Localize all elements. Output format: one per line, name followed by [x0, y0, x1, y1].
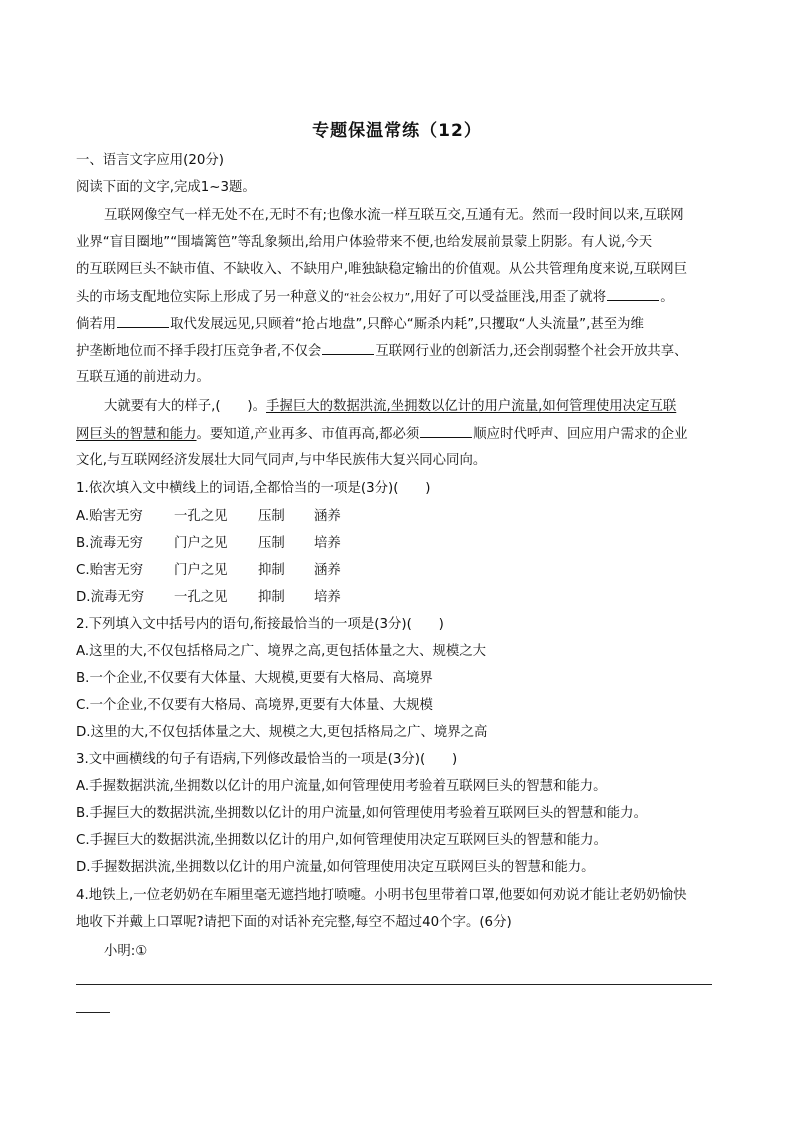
passage-line: 业界“盲目圈地”“围墙篱笆”等乱象频出,给用户体验带来不便,也给发展前景蒙上阴影。有人说,今天 — [76, 235, 653, 250]
option-label: D.流毒无穷 — [76, 590, 145, 605]
underlined-sentence: 网巨头的智慧和能力 — [76, 427, 197, 442]
passage-line — [76, 342, 688, 361]
question-2-option[interactable]: A.这里的大,不仅包括格局之广、境界之高,更包括体量之大、规模之大 — [76, 644, 487, 659]
question-4-stem: 4.地铁上,一位老奶奶在车厢里毫无遮挡地打喷嚏。小明书包里带着口罩,他要如何劝说才能让老奶奶愉快 — [76, 888, 687, 903]
option-word: 门户之见 — [174, 536, 228, 551]
question-3-option[interactable]: C.手握巨大的数据洪流,坐拥数以亿计的用户,如何管理使用决定互联网巨头的智慧和能力。 — [76, 833, 607, 848]
question-2-option[interactable]: C.一个企业,不仅要有大格局、高境界,更要有大体量、大规模 — [76, 698, 433, 713]
option-word: 涵养 — [314, 509, 341, 524]
answer-prompt: 小明:① — [104, 944, 148, 959]
option-word: 涵养 — [314, 563, 341, 578]
question-3-option[interactable]: A.手握数据洪流,坐拥数以亿计的用户流量,如何管理使用考验着互联网巨头的智慧和能力。 — [76, 779, 607, 794]
question-1-option[interactable] — [76, 562, 341, 580]
option-word: 培养 — [314, 590, 341, 605]
question-3-stem: 3.文中画横线的句子有语病,下列修改最恰当的一项是(3分)( ) — [76, 752, 458, 767]
fill-blank-4[interactable] — [420, 425, 472, 438]
passage-line — [76, 425, 688, 444]
option-label: A.贻害无穷 — [76, 509, 143, 524]
question-1-option[interactable] — [76, 589, 341, 607]
option-word: 门户之见 — [174, 563, 228, 578]
fill-blank-3[interactable] — [322, 342, 374, 355]
passage-text: 。要知道,产业再多、市值再高,都必须 — [196, 427, 420, 442]
reading-instruction: 阅读下面的文字,完成1~3题。 — [76, 180, 256, 195]
question-2-option[interactable]: D.这里的大,不仅包括体量之大、规模之大,更包括格局之广、境界之高 — [76, 725, 488, 740]
option-word: 培养 — [314, 536, 341, 551]
passage-line: 互联互通的前进动力。 — [76, 370, 210, 385]
passage-text: 取代发展远见,只顾着“抢占地盘”,只醉心“厮杀内耗”,只攫取“人头流量”,甚至为维 — [170, 317, 644, 332]
question-1-option[interactable] — [76, 508, 341, 526]
section-heading: 一、语言文字应用(20分) — [76, 153, 225, 168]
fill-blank-2[interactable] — [117, 315, 169, 328]
passage-text: 护垄断地位而不择手段打压竞争者,不仅会 — [76, 344, 322, 359]
passage-text: 大就要有大的样子,( )。 — [104, 399, 267, 414]
question-2-option[interactable]: B.一个企业,不仅要有大体量、大规模,更要有大格局、高境界 — [76, 671, 433, 686]
question-3-option[interactable]: B.手握巨大的数据洪流,坐拥数以亿计的用户流量,如何管理使用考验着互联网巨头的智慧和能力。 — [76, 806, 647, 821]
fill-blank-1[interactable] — [607, 288, 659, 301]
option-word: 压制 — [258, 536, 285, 551]
question-3-option[interactable]: D.手握数据洪流,坐拥数以亿计的用户流量,如何管理使用决定互联网巨头的智慧和能力。 — [76, 860, 595, 875]
question-2-stem: 2.下列填入文中括号内的语句,衔接最恰当的一项是(3分)( ) — [76, 617, 444, 632]
passage-text: ,用好了可以受益匪浅,用歪了就将 — [410, 290, 607, 305]
passage-text: 倘若用 — [76, 317, 117, 332]
option-label: C.贻害无穷 — [76, 563, 144, 578]
passage-text: 头的市场支配地位实际上形成了另一种意义的 — [76, 290, 344, 305]
question-4-stem: 地收下并戴上口罩呢?请把下面的对话补充完整,每空不超过40个字。(6分) — [76, 915, 512, 930]
question-1-stem: 1.依次填入文中横线上的词语,全都恰当的一项是(3分)( ) — [76, 481, 431, 496]
option-word: 一孔之见 — [174, 590, 228, 605]
question-1-option[interactable] — [76, 535, 341, 553]
option-label: B.流毒无穷 — [76, 536, 144, 551]
answer-line[interactable] — [76, 984, 712, 985]
passage-line — [76, 315, 644, 334]
quoted-term: “社会公权力” — [343, 291, 411, 304]
passage-line: 的互联网巨头不缺市值、不缺收入、不缺用户,唯独缺稳定输出的价值观。从公共管理角度来说,互联网巨 — [76, 262, 688, 277]
underlined-sentence: 手握巨大的数据洪流,坐拥数以亿计的用户流量,如何管理使用决定互联 — [266, 399, 677, 414]
passage-line — [104, 398, 676, 416]
option-word: 压制 — [258, 509, 285, 524]
option-word: 抑制 — [258, 563, 285, 578]
answer-line-continued[interactable] — [76, 1012, 110, 1013]
option-word: 抑制 — [258, 590, 285, 605]
page-title: 专题保温常练（12） — [312, 121, 482, 141]
passage-line: 互联网像空气一样无处不在,无时不有;也像水流一样互联互交,互通有无。然而一段时间以来,互联网 — [104, 208, 684, 223]
passage-text: 。 — [660, 290, 674, 305]
passage-line — [76, 288, 674, 307]
option-word: 一孔之见 — [174, 509, 228, 524]
passage-text: 顺应时代呼声、回应用户需求的企业 — [473, 427, 688, 442]
passage-text: 互联网行业的创新活力,还会削弱整个社会开放共享、 — [375, 344, 688, 359]
passage-line: 文化,与互联网经济发展壮大同气同声,与中华民族伟大复兴同心同向。 — [76, 453, 487, 468]
